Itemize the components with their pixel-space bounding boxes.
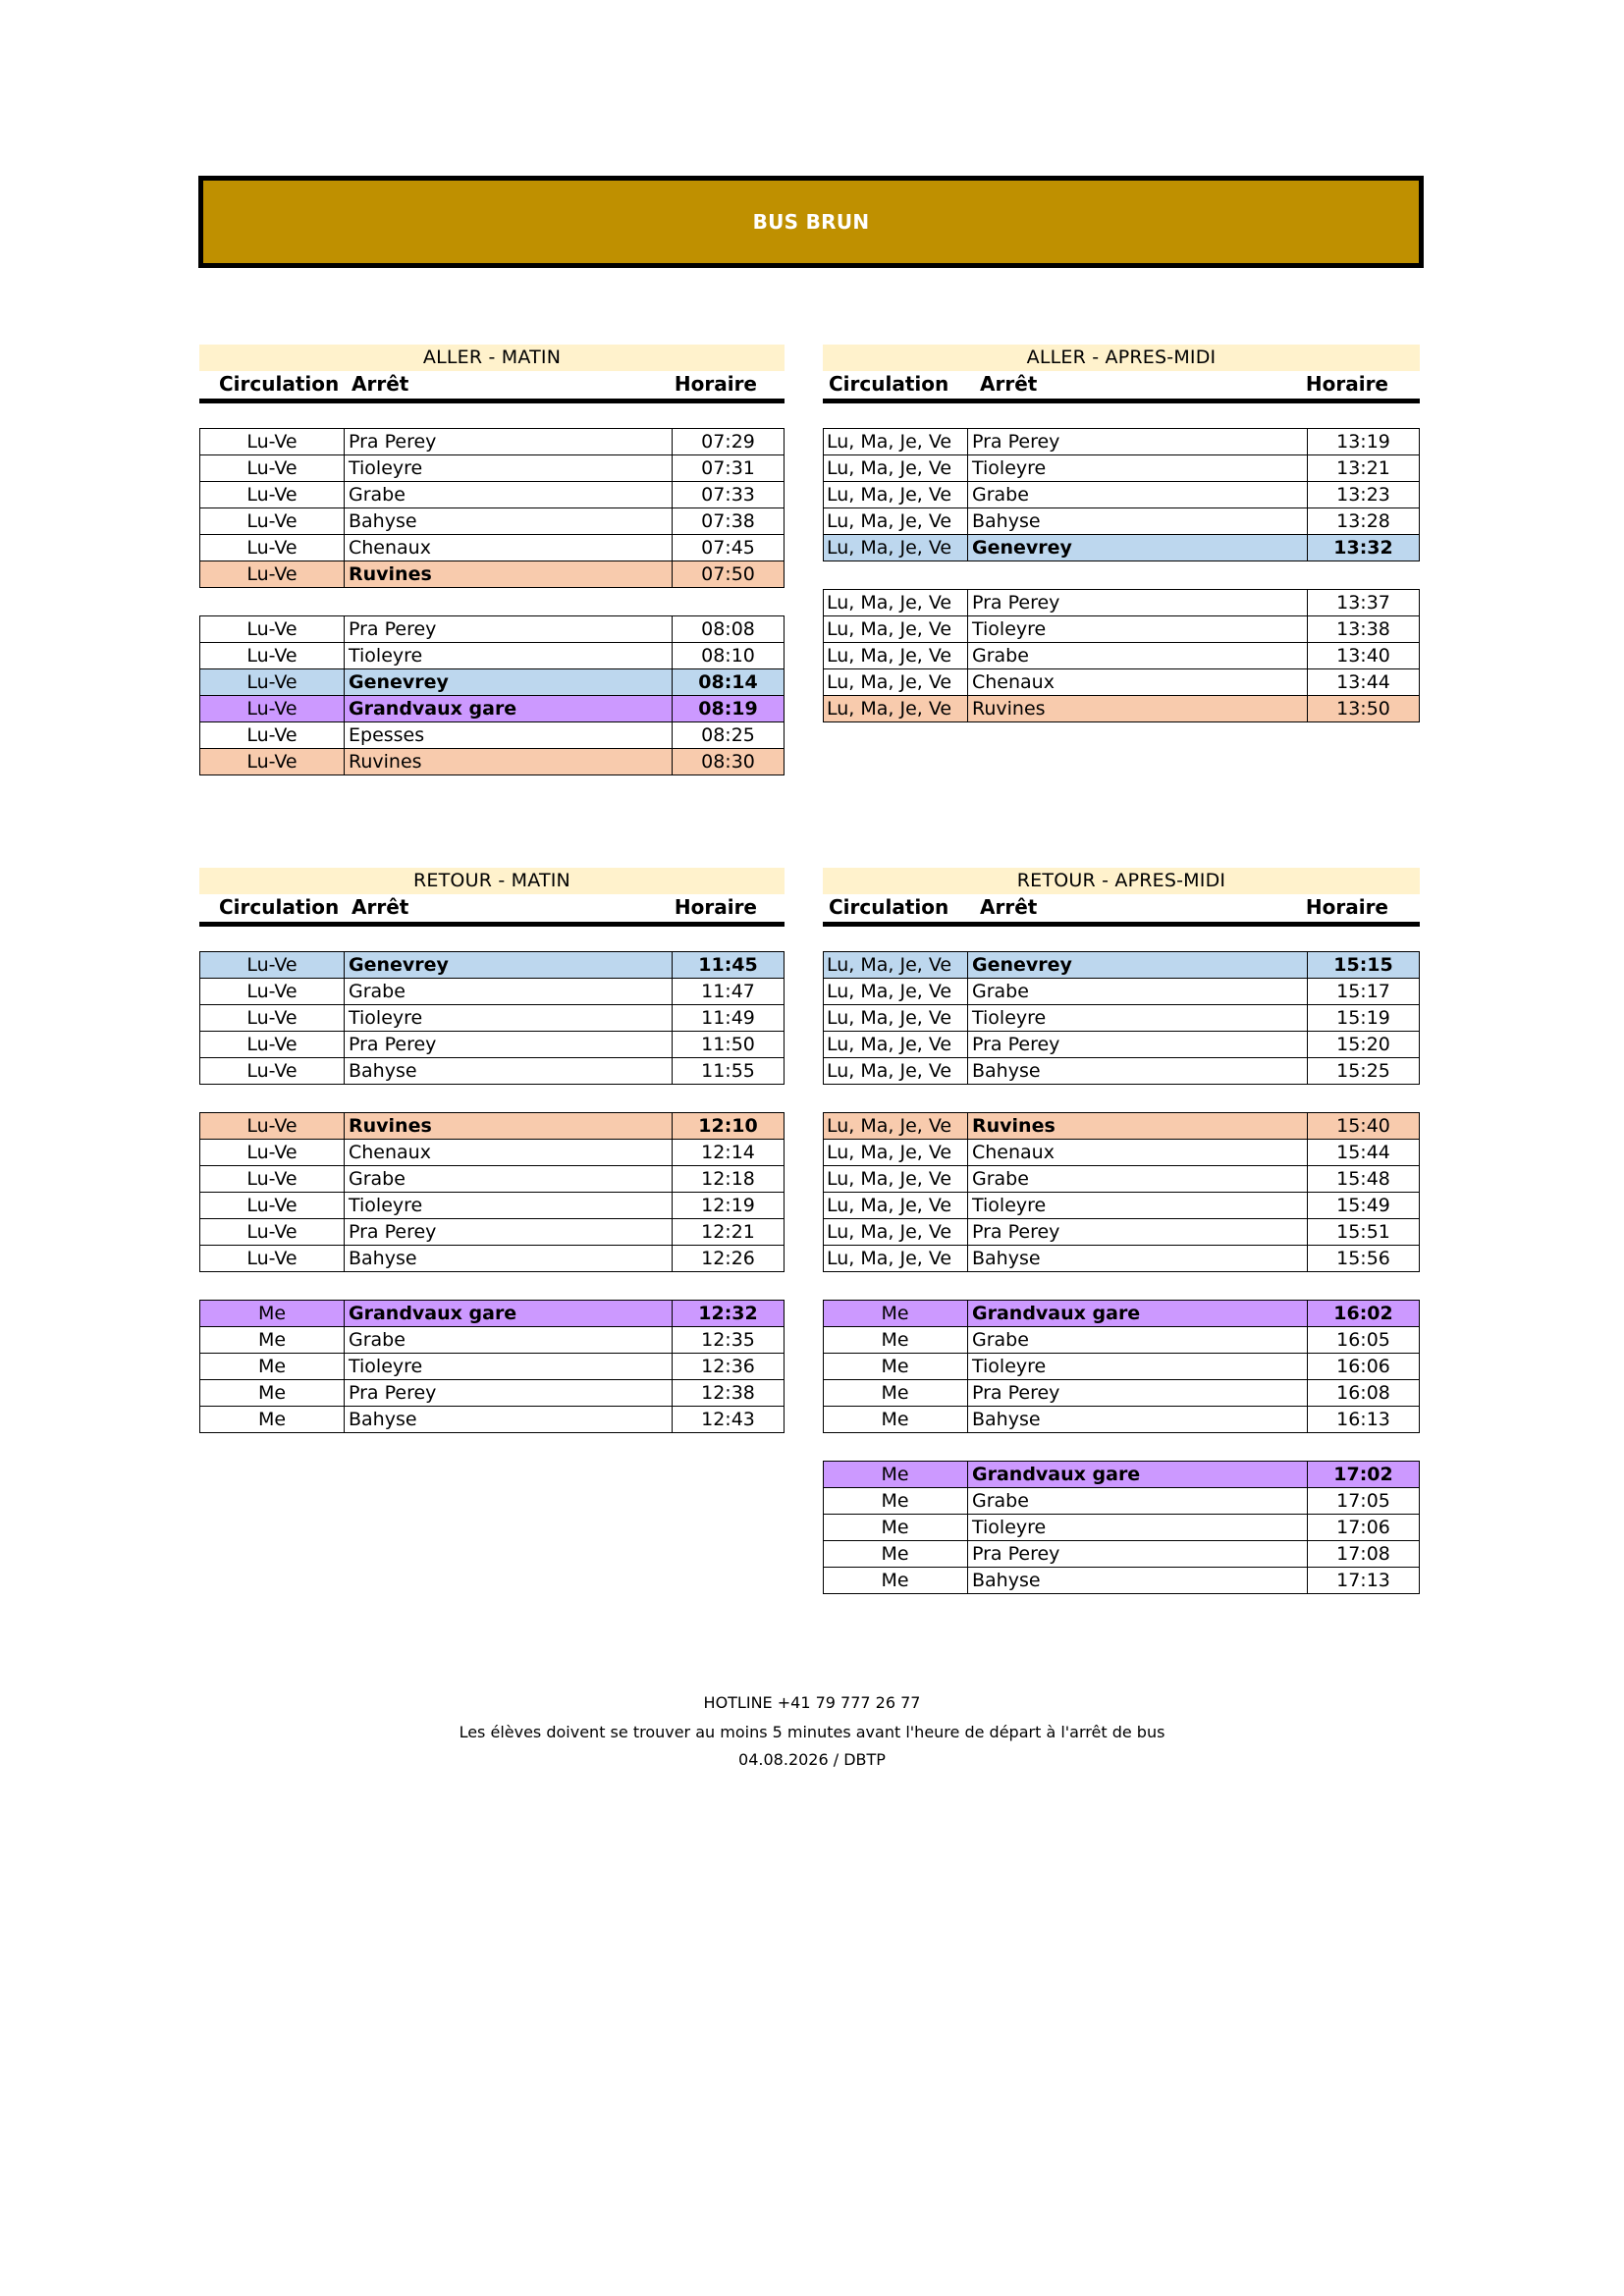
column-headers (199, 894, 785, 927)
section-title: RETOUR - APRES-MIDI (823, 868, 1420, 894)
table-row (824, 482, 1420, 508)
header-horaire: Horaire (674, 895, 757, 919)
cell-horaire: 17:13 (1308, 1568, 1420, 1594)
cell-circulation: Me (824, 1327, 968, 1354)
cell-arret: Pra Perey (345, 1032, 673, 1058)
cell-arret: Bahyse (345, 508, 673, 535)
cell-circulation: Lu-Ve (200, 482, 345, 508)
header-arret: Arrêt (352, 895, 409, 919)
timetable-groups (823, 428, 1420, 722)
cell-circulation: Lu-Ve (200, 1246, 345, 1272)
cell-arret: Bahyse (968, 1058, 1308, 1085)
cell-circulation: Me (200, 1301, 345, 1327)
cell-horaire: 15:19 (1308, 1005, 1420, 1032)
cell-horaire: 12:32 (673, 1301, 785, 1327)
cell-circulation: Lu-Ve (200, 429, 345, 455)
cell-circulation: Lu-Ve (200, 1166, 345, 1193)
header-horaire: Horaire (1305, 372, 1388, 396)
cell-arret: Pra Perey (968, 590, 1308, 616)
table-row (200, 616, 785, 643)
cell-circulation: Lu-Ve (200, 508, 345, 535)
cell-circulation: Lu, Ma, Je, Ve (824, 429, 968, 455)
cell-horaire: 07:33 (673, 482, 785, 508)
table-row (200, 1005, 785, 1032)
table-row (200, 1140, 785, 1166)
cell-horaire: 12:19 (673, 1193, 785, 1219)
cell-horaire: 15:49 (1308, 1193, 1420, 1219)
cell-circulation: Lu, Ma, Je, Ve (824, 1166, 968, 1193)
cell-horaire: 12:21 (673, 1219, 785, 1246)
cell-arret: Tioleyre (345, 1005, 673, 1032)
cell-arret: Grabe (345, 979, 673, 1005)
cell-arret: Tioleyre (345, 643, 673, 669)
timetable-group (823, 1112, 1420, 1272)
cell-circulation: Lu, Ma, Je, Ve (824, 1246, 968, 1272)
table-row (824, 1166, 1420, 1193)
table-row (200, 669, 785, 696)
cell-arret: Grabe (345, 1327, 673, 1354)
cell-horaire: 13:23 (1308, 482, 1420, 508)
cell-arret: Bahyse (345, 1407, 673, 1433)
cell-arret: Pra Perey (345, 429, 673, 455)
cell-circulation: Lu-Ve (200, 1219, 345, 1246)
cell-arret: Tioleyre (968, 455, 1308, 482)
cell-arret: Tioleyre (345, 1193, 673, 1219)
cell-circulation: Lu-Ve (200, 1140, 345, 1166)
header-circulation: Circulation (829, 372, 949, 396)
section-retour-matin (199, 868, 785, 1461)
table-row (200, 1407, 785, 1433)
cell-circulation: Lu, Ma, Je, Ve (824, 455, 968, 482)
cell-circulation: Lu, Ma, Je, Ve (824, 643, 968, 669)
cell-arret: Grabe (345, 1166, 673, 1193)
cell-circulation: Lu-Ve (200, 1005, 345, 1032)
cell-horaire: 15:48 (1308, 1166, 1420, 1193)
cell-circulation: Lu, Ma, Je, Ve (824, 1005, 968, 1032)
table-row (824, 1140, 1420, 1166)
hotline-text: HOTLINE +41 79 777 26 77 (703, 1693, 921, 1712)
cell-horaire: 12:43 (673, 1407, 785, 1433)
cell-horaire: 07:29 (673, 429, 785, 455)
cell-arret: Tioleyre (968, 1515, 1308, 1541)
cell-arret: Bahyse (968, 508, 1308, 535)
cell-arret: Pra Perey (968, 429, 1308, 455)
cell-arret: Chenaux (345, 535, 673, 561)
cell-horaire: 08:08 (673, 616, 785, 643)
cell-arret: Grabe (968, 1488, 1308, 1515)
table-row (824, 696, 1420, 722)
cell-horaire: 15:20 (1308, 1032, 1420, 1058)
cell-arret: Ruvines (345, 561, 673, 588)
table-row (824, 535, 1420, 561)
table-row (824, 1246, 1420, 1272)
cell-horaire: 08:25 (673, 722, 785, 749)
cell-circulation: Lu, Ma, Je, Ve (824, 482, 968, 508)
cell-arret: Pra Perey (968, 1219, 1308, 1246)
table-row (824, 429, 1420, 455)
cell-horaire: 12:35 (673, 1327, 785, 1354)
cell-horaire: 12:14 (673, 1140, 785, 1166)
cell-circulation: Lu-Ve (200, 616, 345, 643)
cell-arret: Tioleyre (968, 1354, 1308, 1380)
table-row (824, 616, 1420, 643)
cell-horaire: 15:56 (1308, 1246, 1420, 1272)
cell-arret: Grabe (968, 979, 1308, 1005)
cell-circulation: Lu, Ma, Je, Ve (824, 590, 968, 616)
cell-arret: Bahyse (968, 1246, 1308, 1272)
cell-arret: Grabe (968, 1327, 1308, 1354)
header-circulation: Circulation (219, 372, 340, 396)
cell-arret: Bahyse (968, 1568, 1308, 1594)
section-title: ALLER - MATIN (199, 345, 785, 371)
cell-horaire: 08:30 (673, 749, 785, 775)
cell-circulation: Lu, Ma, Je, Ve (824, 1193, 968, 1219)
cell-circulation: Lu-Ve (200, 561, 345, 588)
cell-arret: Tioleyre (968, 1193, 1308, 1219)
cell-horaire: 15:17 (1308, 979, 1420, 1005)
cell-horaire: 15:44 (1308, 1140, 1420, 1166)
cell-arret: Pra Perey (968, 1380, 1308, 1407)
cell-circulation: Me (200, 1380, 345, 1407)
header-circulation: Circulation (219, 895, 340, 919)
table-row (200, 1193, 785, 1219)
table-row (824, 1327, 1420, 1354)
cell-circulation: Lu-Ve (200, 722, 345, 749)
cell-arret: Grabe (345, 482, 673, 508)
cell-circulation: Me (824, 1354, 968, 1380)
cell-horaire: 08:14 (673, 669, 785, 696)
cell-horaire: 12:36 (673, 1354, 785, 1380)
cell-circulation: Me (824, 1515, 968, 1541)
cell-circulation: Lu, Ma, Je, Ve (824, 535, 968, 561)
cell-horaire: 16:06 (1308, 1354, 1420, 1380)
cell-arret: Grandvaux gare (345, 696, 673, 722)
cell-circulation: Lu-Ve (200, 979, 345, 1005)
table-row (200, 1058, 785, 1085)
table-row (200, 482, 785, 508)
header-arret: Arrêt (980, 895, 1038, 919)
table-row (824, 508, 1420, 535)
table-row (200, 1354, 785, 1380)
table-row (200, 643, 785, 669)
cell-circulation: Me (200, 1354, 345, 1380)
header-horaire: Horaire (674, 372, 757, 396)
cell-horaire: 11:45 (673, 952, 785, 979)
timetable-group (823, 589, 1420, 722)
table-row (200, 535, 785, 561)
cell-circulation: Lu, Ma, Je, Ve (824, 952, 968, 979)
cell-circulation: Lu-Ve (200, 1032, 345, 1058)
cell-circulation: Lu-Ve (200, 535, 345, 561)
table-row (200, 722, 785, 749)
table-row (824, 1032, 1420, 1058)
section-aller-apres-midi (823, 345, 1420, 750)
cell-arret: Tioleyre (968, 1005, 1308, 1032)
header-arret: Arrêt (980, 372, 1038, 396)
cell-horaire: 13:19 (1308, 429, 1420, 455)
cell-circulation: Me (824, 1462, 968, 1488)
cell-horaire: 17:08 (1308, 1541, 1420, 1568)
table-row (824, 1541, 1420, 1568)
cell-horaire: 11:47 (673, 979, 785, 1005)
cell-circulation: Lu, Ma, Je, Ve (824, 696, 968, 722)
cell-arret: Grandvaux gare (345, 1301, 673, 1327)
cell-circulation: Lu-Ve (200, 1113, 345, 1140)
cell-circulation: Lu, Ma, Je, Ve (824, 979, 968, 1005)
cell-arret: Ruvines (345, 1113, 673, 1140)
cell-horaire: 08:10 (673, 643, 785, 669)
cell-arret: Genevrey (968, 952, 1308, 979)
table-row (200, 1327, 785, 1354)
cell-circulation: Me (824, 1541, 968, 1568)
table-row (824, 1515, 1420, 1541)
table-row (200, 1032, 785, 1058)
cell-arret: Grandvaux gare (968, 1301, 1308, 1327)
timetable-groups (823, 951, 1420, 1594)
timetable-groups (199, 951, 785, 1433)
table-row (200, 455, 785, 482)
cell-horaire: 07:45 (673, 535, 785, 561)
section-retour-apres-midi (823, 868, 1420, 1622)
cell-circulation: Lu, Ma, Je, Ve (824, 1032, 968, 1058)
cell-horaire: 17:05 (1308, 1488, 1420, 1515)
table-row (200, 952, 785, 979)
timetable-group (199, 951, 785, 1085)
cell-circulation: Lu, Ma, Je, Ve (824, 1113, 968, 1140)
timetable-group (199, 615, 785, 775)
table-row (824, 1219, 1420, 1246)
cell-horaire: 13:50 (1308, 696, 1420, 722)
table-row (200, 1219, 785, 1246)
cell-horaire: 15:51 (1308, 1219, 1420, 1246)
cell-horaire: 13:38 (1308, 616, 1420, 643)
table-row (824, 1354, 1420, 1380)
footer-date: 04.08.2026 / DBTP (738, 1750, 886, 1769)
cell-arret: Ruvines (345, 749, 673, 775)
table-row (824, 1005, 1420, 1032)
cell-circulation: Lu, Ma, Je, Ve (824, 1140, 968, 1166)
cell-circulation: Lu, Ma, Je, Ve (824, 1058, 968, 1085)
cell-arret: Chenaux (345, 1140, 673, 1166)
cell-horaire: 15:15 (1308, 952, 1420, 979)
timetable-groups (199, 428, 785, 775)
column-headers (199, 371, 785, 403)
title-banner (198, 176, 1424, 268)
section-aller-matin (199, 345, 785, 803)
cell-circulation: Lu-Ve (200, 1193, 345, 1219)
cell-horaire: 13:28 (1308, 508, 1420, 535)
section-title: ALLER - APRES-MIDI (823, 345, 1420, 371)
cell-arret: Genevrey (345, 669, 673, 696)
column-headers (823, 371, 1420, 403)
table-row (824, 1407, 1420, 1433)
footer-note: Les élèves doivent se trouver au moins 5 minutes avant l'heure de départ à l'arrêt de bus (459, 1723, 1165, 1741)
cell-circulation: Me (824, 1301, 968, 1327)
cell-arret: Grabe (968, 1166, 1308, 1193)
cell-arret: Genevrey (968, 535, 1308, 561)
cell-arret: Pra Perey (345, 1380, 673, 1407)
table-row (824, 1058, 1420, 1085)
header-circulation: Circulation (829, 895, 949, 919)
timetable-group (199, 1300, 785, 1433)
cell-arret: Ruvines (968, 1113, 1308, 1140)
cell-horaire: 13:37 (1308, 590, 1420, 616)
table-row (200, 979, 785, 1005)
table-row (200, 749, 785, 775)
cell-circulation: Lu, Ma, Je, Ve (824, 669, 968, 696)
cell-circulation: Me (824, 1380, 968, 1407)
cell-arret: Tioleyre (345, 1354, 673, 1380)
page-title: BUS BRUN (752, 210, 870, 234)
column-headers (823, 894, 1420, 927)
cell-horaire: 16:13 (1308, 1407, 1420, 1433)
cell-circulation: Lu-Ve (200, 455, 345, 482)
cell-horaire: 12:26 (673, 1246, 785, 1272)
timetable-group (199, 1112, 785, 1272)
cell-circulation: Lu, Ma, Je, Ve (824, 1219, 968, 1246)
table-row (824, 979, 1420, 1005)
cell-horaire: 08:19 (673, 696, 785, 722)
table-row (200, 1166, 785, 1193)
cell-horaire: 13:44 (1308, 669, 1420, 696)
cell-arret: Bahyse (345, 1246, 673, 1272)
table-row (824, 1193, 1420, 1219)
cell-circulation: Lu, Ma, Je, Ve (824, 508, 968, 535)
cell-arret: Tioleyre (968, 616, 1308, 643)
cell-horaire: 07:38 (673, 508, 785, 535)
cell-arret: Pra Perey (345, 1219, 673, 1246)
cell-arret: Pra Perey (968, 1032, 1308, 1058)
cell-arret: Bahyse (968, 1407, 1308, 1433)
table-row (200, 1113, 785, 1140)
cell-circulation: Lu, Ma, Je, Ve (824, 616, 968, 643)
cell-circulation: Lu-Ve (200, 643, 345, 669)
table-row (824, 643, 1420, 669)
cell-horaire: 15:25 (1308, 1058, 1420, 1085)
section-title: RETOUR - MATIN (199, 868, 785, 894)
table-row (200, 429, 785, 455)
table-row (824, 669, 1420, 696)
cell-horaire: 16:08 (1308, 1380, 1420, 1407)
cell-arret: Chenaux (968, 669, 1308, 696)
cell-arret: Pra Perey (345, 616, 673, 643)
cell-circulation: Lu-Ve (200, 952, 345, 979)
cell-horaire: 11:55 (673, 1058, 785, 1085)
table-row (824, 1301, 1420, 1327)
cell-horaire: 11:50 (673, 1032, 785, 1058)
table-row (200, 696, 785, 722)
cell-circulation: Me (200, 1407, 345, 1433)
cell-horaire: 12:10 (673, 1113, 785, 1140)
cell-horaire: 11:49 (673, 1005, 785, 1032)
cell-arret: Grabe (968, 482, 1308, 508)
cell-horaire: 16:05 (1308, 1327, 1420, 1354)
cell-circulation: Me (824, 1407, 968, 1433)
table-row (824, 1380, 1420, 1407)
table-row (824, 1113, 1420, 1140)
timetable-group (823, 1300, 1420, 1433)
cell-horaire: 13:40 (1308, 643, 1420, 669)
timetable-group (823, 951, 1420, 1085)
table-row (200, 561, 785, 588)
table-row (824, 1488, 1420, 1515)
cell-arret: Ruvines (968, 696, 1308, 722)
cell-circulation: Lu-Ve (200, 669, 345, 696)
cell-horaire: 07:50 (673, 561, 785, 588)
cell-circulation: Lu-Ve (200, 1058, 345, 1085)
cell-horaire: 15:40 (1308, 1113, 1420, 1140)
cell-arret: Genevrey (345, 952, 673, 979)
cell-horaire: 16:02 (1308, 1301, 1420, 1327)
cell-arret: Grandvaux gare (968, 1462, 1308, 1488)
table-row (200, 508, 785, 535)
table-row (824, 952, 1420, 979)
cell-horaire: 13:32 (1308, 535, 1420, 561)
cell-horaire: 12:18 (673, 1166, 785, 1193)
cell-horaire: 13:21 (1308, 455, 1420, 482)
cell-horaire: 12:38 (673, 1380, 785, 1407)
table-row (824, 1568, 1420, 1594)
cell-arret: Bahyse (345, 1058, 673, 1085)
cell-arret: Epesses (345, 722, 673, 749)
table-row (824, 590, 1420, 616)
cell-circulation: Lu-Ve (200, 696, 345, 722)
timetable-group (823, 1461, 1420, 1594)
cell-arret: Chenaux (968, 1140, 1308, 1166)
timetable-group (199, 428, 785, 588)
timetable-group (823, 428, 1420, 561)
cell-horaire: 17:02 (1308, 1462, 1420, 1488)
cell-horaire: 17:06 (1308, 1515, 1420, 1541)
cell-horaire: 07:31 (673, 455, 785, 482)
table-row (200, 1380, 785, 1407)
table-row (824, 455, 1420, 482)
cell-circulation: Lu-Ve (200, 749, 345, 775)
header-horaire: Horaire (1305, 895, 1388, 919)
table-row (200, 1246, 785, 1272)
cell-circulation: Me (824, 1568, 968, 1594)
table-row (200, 1301, 785, 1327)
header-arret: Arrêt (352, 372, 409, 396)
cell-arret: Tioleyre (345, 455, 673, 482)
cell-circulation: Me (200, 1327, 345, 1354)
cell-circulation: Me (824, 1488, 968, 1515)
cell-arret: Grabe (968, 643, 1308, 669)
table-row (824, 1462, 1420, 1488)
cell-arret: Pra Perey (968, 1541, 1308, 1568)
